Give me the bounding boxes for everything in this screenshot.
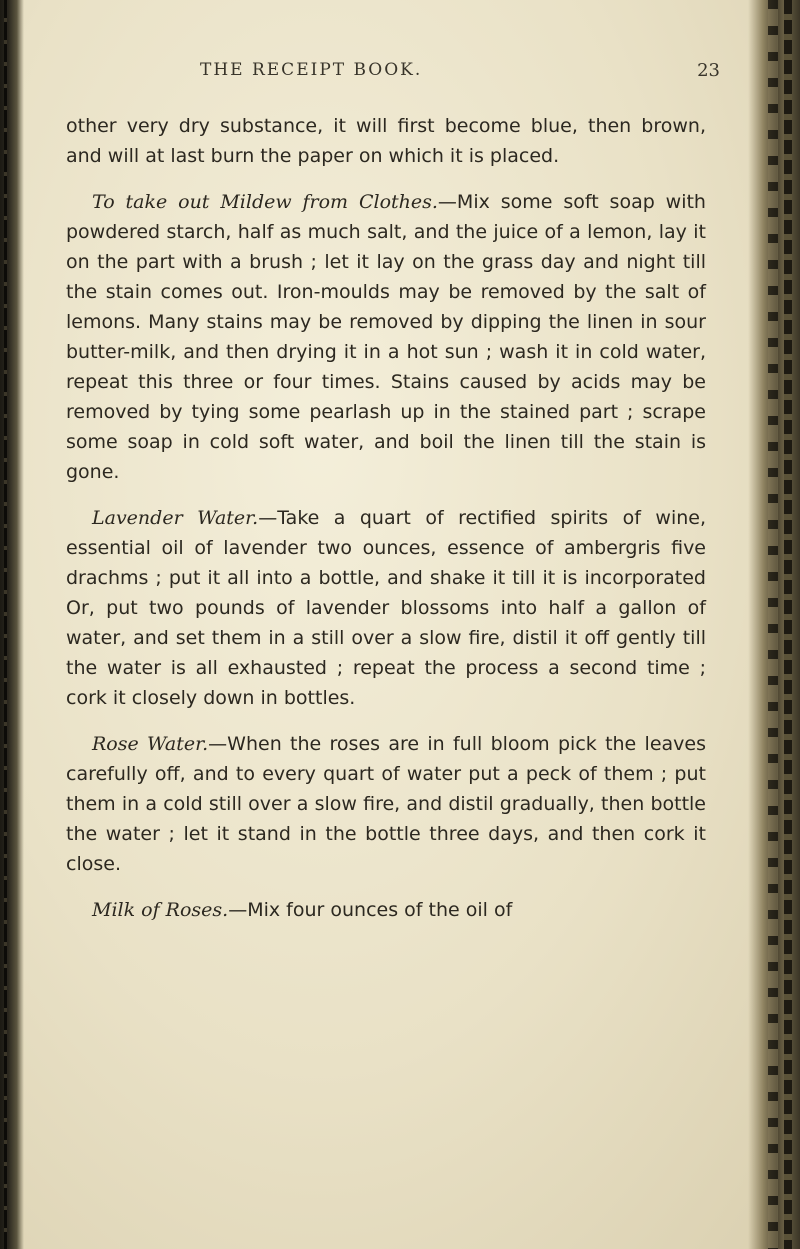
paragraph-text: other very dry substance, it will first become blue, then brown, and will at last burn the paper on which it is placed. — [66, 115, 706, 167]
recipe-title-milk-of-roses: Milk of Roses. — [92, 899, 229, 921]
recipe-title-mildew: To take out Mildew from Clothes. — [92, 191, 438, 213]
recipe-title-rose-water: Rose Water. — [92, 733, 209, 755]
page-header — [60, 60, 720, 92]
page-number: 23 — [697, 60, 720, 81]
paragraph-milk-of-roses — [66, 895, 706, 925]
body-text — [66, 111, 706, 925]
book-binding-edge — [0, 0, 24, 1249]
paragraph-text: —Mix four ounces of the oil of — [228, 899, 513, 921]
paragraph-lavender-water — [66, 503, 706, 713]
page-fore-edge — [748, 0, 800, 1249]
paragraph-text: —When the roses are in full bloom pick the leaves carefully off, and to every quart of water put a peck of them ; put them in a cold still over a slow fire, and distil gradually, then bottle the water ; let it stand in the bottle three days, and then cork it close. — [66, 733, 706, 875]
recipe-title-lavender-water: Lavender Water. — [92, 507, 259, 529]
paragraph-rose-water — [66, 729, 706, 879]
paragraph-text: —Take a quart of rectified spirits of wine, essential oil of lavender two ounces, essence of ambergris five drachms ; put it all into a bottle, and shake it till it is incorporated Or, put two pounds of lavender blossoms into half a gallon of water, and set them in a still over a slow fire, distil it off gently till the water is all exhausted ; repeat the process a second time ; cork it closely down in bottles. — [66, 507, 706, 709]
running-head: THE RECEIPT BOOK. — [200, 60, 423, 80]
paragraph-mildew — [66, 187, 706, 487]
paragraph-text: —Mix some soft soap with powdered starch, half as much salt, and the juice of a lemon, lay it on the part with a brush ; let it lay on the grass day and night till the stain comes out. Iron-moulds may be removed by the salt of lemons. Many stains may be removed by dipping the linen in sour butter-milk, and then drying it in a hot sun ; wash it in cold water, repeat this three or four times. Stains caused by acids may be removed by tying some pearlash up in the stained part ; scrape some soap in cold soft water, and boil the linen till the stain is gone. — [66, 191, 706, 483]
paragraph-continuation — [66, 111, 706, 171]
